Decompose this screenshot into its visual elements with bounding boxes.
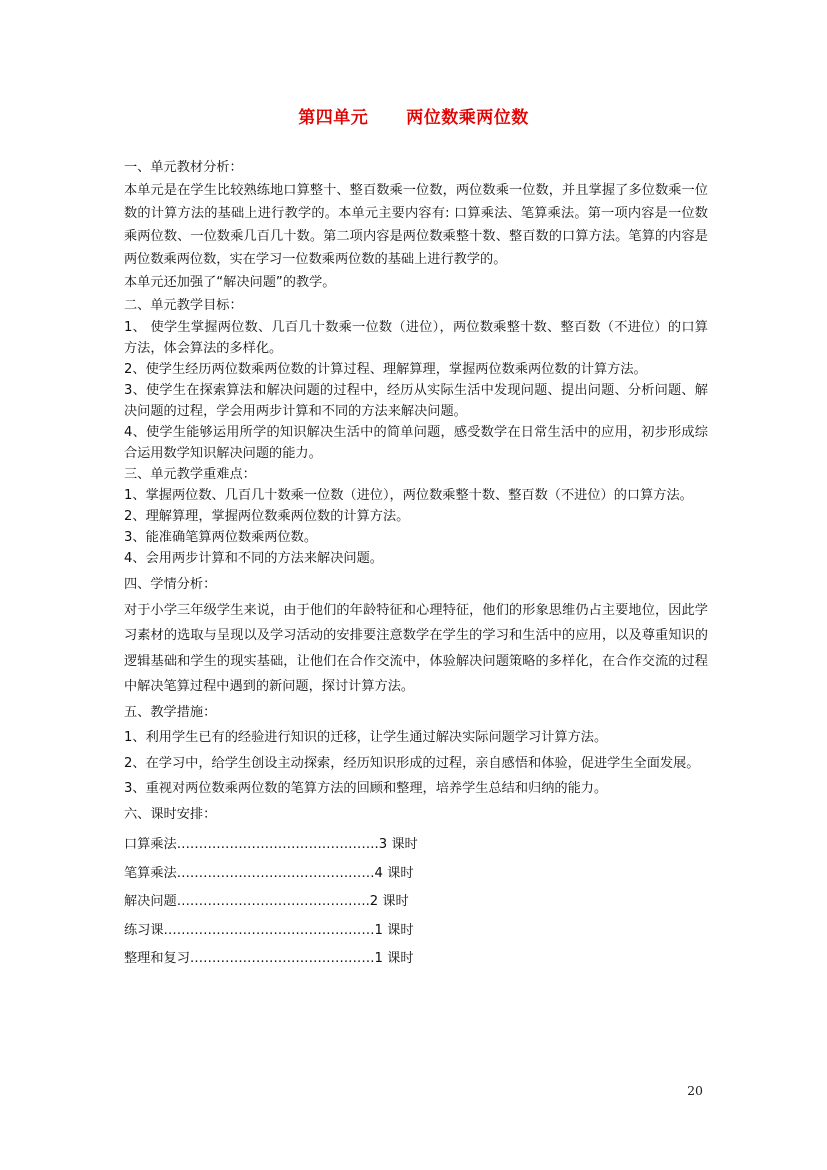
- goal-item-1: 1、 使学生掌握两位数、几百几十数乘一位数（进位），两位数乘整十数、整百数（不进位）的口算方法，体会算法的多样化。: [124, 320, 708, 356]
- goal-item-4: 4、使学生能够运用所学的知识解决生活中的简单问题，感受数学在日常生活中的应用，初步形成综合运用数学知识解决问题的能力。: [124, 425, 708, 461]
- measure-item-3: 3、重视对两位数乘两位数的笔算方法的回顾和整理，培养学生总结和归纳的能力。: [124, 781, 608, 796]
- section-heading-analysis: 一、单元教材分析：: [124, 160, 243, 175]
- keypoint-item-1: 1、掌握两位数、几百几十数乘一位数（进位），两位数乘整十数、整百数（不进位）的口算方法。: [124, 488, 693, 503]
- section-heading-goals: 二、单元教学目标：: [124, 298, 243, 313]
- section-heading-learners: 四、学情分析：: [124, 577, 217, 592]
- schedule-row: 练习课…………………………………………1 课时: [124, 922, 414, 938]
- analysis-paragraph-1: 本单元是在学生比较熟练地口算整十、整百数乘一位数，两位数乘一位数，并且掌握了多位数乘一位数的计算方法的基础上进行教学的。本单元主要内容有: 口算乘法、笔算乘法。第一项内容是一位数乘两位数、一位数乘几百几十数。第二项内容是两位数乘整十数、整百数的口算方法。笔算的内容是两位数乘两位数，实在学习一位数乘两位数的基础上进行教学的。: [124, 183, 708, 267]
- goal-item-2: 2、使学生经历两位数乘两位数的计算过程、理解算理，掌握两位数乘两位数的计算方法。: [124, 362, 647, 377]
- analysis-paragraph-2: 本单元还加强了“解决问题”的教学。: [124, 275, 336, 290]
- page-title: [0, 103, 827, 128]
- keypoint-item-4: 4、会用两步计算和不同的方法来解决问题。: [124, 551, 383, 566]
- schedule-row: 解决问题……………………………………..2 课时: [124, 894, 409, 909]
- title-topic: 两位数乘两位数: [406, 108, 529, 128]
- keypoint-item-2: 2、理解算理，掌握两位数乘两位数的计算方法。: [124, 509, 410, 524]
- learners-paragraph: 对于小学三年级学生来说，由于他们的年龄特征和心理特征，他们的形象思维仍占主要地位，因此学习素材的选取与呈现以及学习活动的安排要注意数学在学生的学习和生活中的应用，以及尊重知识的逻辑基础和学生的现实基础，让他们在合作交流中，体验解决问题策略的多样化，在合作交流的过程中解决笔算过程中遇到的新问题，探讨计算方法。: [124, 602, 708, 694]
- schedule-row: 笔算乘法………………………………………4 课时: [124, 865, 414, 881]
- document-body: [124, 156, 708, 974]
- section-heading-schedule: 六、课时安排：: [124, 806, 217, 822]
- keypoint-item-3: 3、能准确笔算两位数乘两位数。: [124, 530, 318, 545]
- title-unit: 第四单元: [298, 108, 369, 128]
- goal-item-3: 3、使学生在探索算法和解决问题的过程中，经历从实际生活中发现问题、提出问题、分析问题、解决问题的过程，学会用两步计算和不同的方法来解决问题。: [124, 383, 708, 419]
- schedule-list: [124, 831, 708, 974]
- measure-item-1: 1、利用学生已有的经验进行知识的迁移，让学生通过解决实际问题学习计算方法。: [124, 730, 608, 745]
- schedule-row: 口算乘法……………………………………….3 课时: [124, 837, 418, 852]
- measure-item-2: 2、在学习中，给学生创设主动探索，经历知识形成的过程，亲自感悟和体验，促进学生全面发展。: [124, 755, 700, 771]
- page-number: 20: [687, 1083, 703, 1098]
- schedule-row: 整理和复习……………………………………1 课时: [124, 951, 414, 966]
- section-heading-keypoints: 三、单元教学重难点：: [124, 467, 256, 482]
- section-heading-measures: 五、教学措施：: [124, 704, 217, 720]
